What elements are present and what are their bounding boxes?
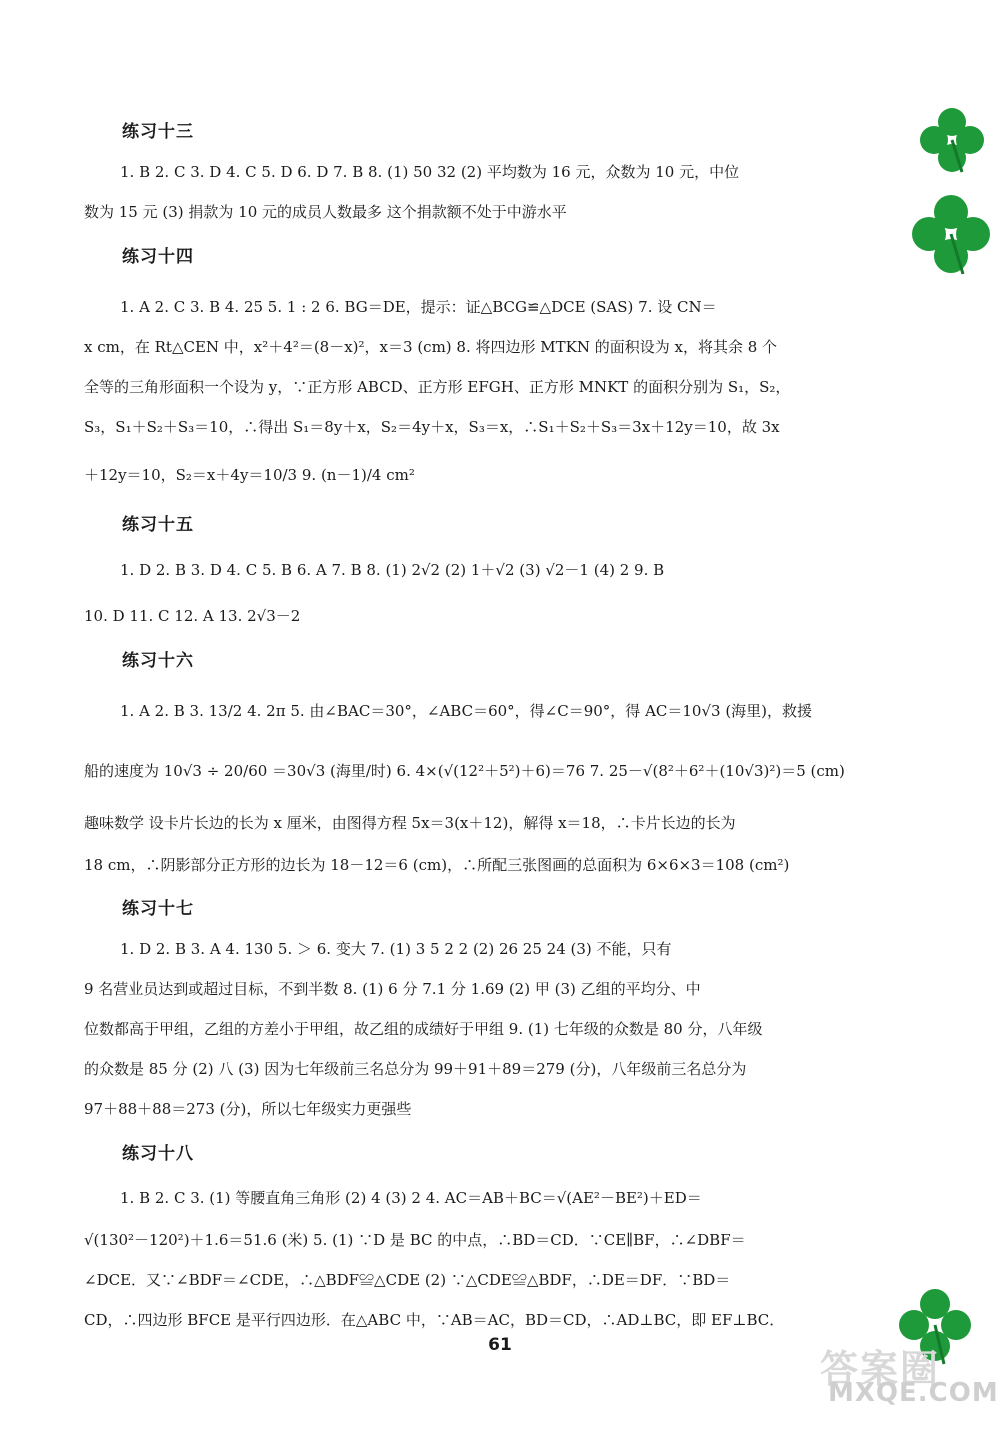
answer-line: 全等的三角形面积一个设为 y，∵正方形 ABCD、正方形 EFGH、正方形 MNKT 的面积分别为 S₁，S₂， <box>84 378 791 396</box>
section-title: 练习十六 <box>122 651 194 671</box>
watermark-logo: 答案圈 <box>820 1347 941 1391</box>
section-15 <box>84 510 906 626</box>
answer-line: 的众数是 85 分 (2) 八 (3) 因为七年级前三名总分为 99＋91＋89＝279 (分)，八年级前三名总分为 <box>84 1060 747 1078</box>
section-13 <box>84 117 906 222</box>
answer-line: 97＋88＋88＝273 (分)，所以七年级实力更强些 <box>84 1100 412 1118</box>
answer-line: 1. A 2. C 3. B 4. 25 5. 1 : 2 6. BG＝DE，提示：证△BCG≌△DCE (SAS) 7. 设 CN＝ <box>120 298 717 316</box>
section-title: 练习十四 <box>122 247 194 267</box>
answer-line: 1. B 2. C 3. (1) 等腰直角三角形 (2) 4 (3) 2 4. AC＝AB＋BC＝√(AE²－BE²)＋ED＝ <box>120 1189 702 1207</box>
answer-line: 数为 15 元 (3) 捐款为 10 元的成员人数最多 这个捐款额不处于中游水平 <box>84 203 567 221</box>
answer-line: 1. B 2. C 3. D 4. C 5. D 6. D 7. B 8. (1) 50 32 (2) 平均数为 16 元，众数为 10 元，中位 <box>120 163 740 181</box>
section-17 <box>84 894 906 1119</box>
answer-line: ∠DCE．又∵∠BDF＝∠CDE，∴△BDF≌△CDE (2) ∵△CDE≌△BDF，∴DE＝DF．∵BD＝ <box>84 1271 731 1289</box>
clover-icon-middle <box>905 188 997 280</box>
section-title: 练习十七 <box>122 899 194 919</box>
answer-line: 船的速度为 10√3 ÷ 20/60 ＝30√3 (海里/时) 6. 4×(√(12²＋5²)＋6)＝76 7. 25－√(8²＋6²＋(10√3)²)＝5 (cm) <box>84 762 845 780</box>
section-18 <box>84 1139 906 1330</box>
clover-icon-top <box>912 100 992 180</box>
answer-line: 10. D 11. C 12. A 13. 2√3－2 <box>84 607 301 625</box>
answer-line: √(130²－120²)＋1.6＝51.6 (米) 5. (1) ∵D 是 BC 的中点，∴BD＝CD．∵CE∥BF，∴∠DBF＝ <box>84 1231 746 1249</box>
page-number: 61 <box>488 1335 512 1355</box>
answer-line: x cm，在 Rt△CEN 中，x²＋4²＝(8－x)²，x＝3 (cm) 8. 将四边形 MTKN 的面积设为 x，将其余 8 个 <box>84 338 778 356</box>
answer-line: 1. D 2. B 3. A 4. 130 5. ＞ 6. 变大 7. (1) 3 5 2 2 (2) 26 25 24 (3) 不能，只有 <box>120 940 672 958</box>
section-14 <box>84 242 906 485</box>
answer-line: CD，∴四边形 BFCE 是平行四边形．在△ABC 中，∵AB＝AC，BD＝CD，∴AD⊥BC，即 EF⊥BC． <box>84 1311 785 1329</box>
answer-line: S₃，S₁＋S₂＋S₃＝10，∴得出 S₁＝8y＋x，S₂＝4y＋x，S₃＝x，∴S₁＋S₂＋S₃＝3x＋12y＝10，故 3x <box>84 418 780 436</box>
answer-line: ＋12y＝10，S₂＝x＋4y＝10/3 9. (n－1)/4 cm² <box>84 466 415 484</box>
section-title: 练习十八 <box>122 1144 194 1164</box>
section-16 <box>84 646 906 875</box>
answer-line: 位数都高于甲组，乙组的方差小于甲组，故乙组的成绩好于甲组 9. (1) 七年级的众数是 80 分，八年级 <box>84 1020 763 1038</box>
answer-line: 趣味数学 设卡片长边的长为 x 厘米，由图得方程 5x＝3(x＋12)，解得 x＝18，∴卡片长边的长为 <box>84 814 736 832</box>
answer-line: 1. A 2. B 3. 13/2 4. 2π 5. 由∠BAC＝30°，∠ABC＝60°，得∠C＝90°，得 AC＝10√3 (海里)，救援 <box>120 702 813 720</box>
answer-line: 1. D 2. B 3. D 4. C 5. B 6. A 7. B 8. (1) 2√2 (2) 1＋√2 (3) √2－1 (4) 2 9. B <box>120 561 665 579</box>
section-title: 练习十五 <box>122 515 194 535</box>
section-title: 练习十三 <box>122 122 194 142</box>
answer-line: 9 名营业员达到或超过目标，不到半数 8. (1) 6 分 7.1 分 1.69 (2) 甲 (3) 乙组的平均分、中 <box>84 980 701 998</box>
watermark-url: MXQE.COM <box>828 1378 999 1408</box>
answer-line: 18 cm，∴阴影部分正方形的边长为 18－12＝6 (cm)，∴所配三张图画的总面积为 6×6×3＝108 (cm²) <box>84 856 790 874</box>
